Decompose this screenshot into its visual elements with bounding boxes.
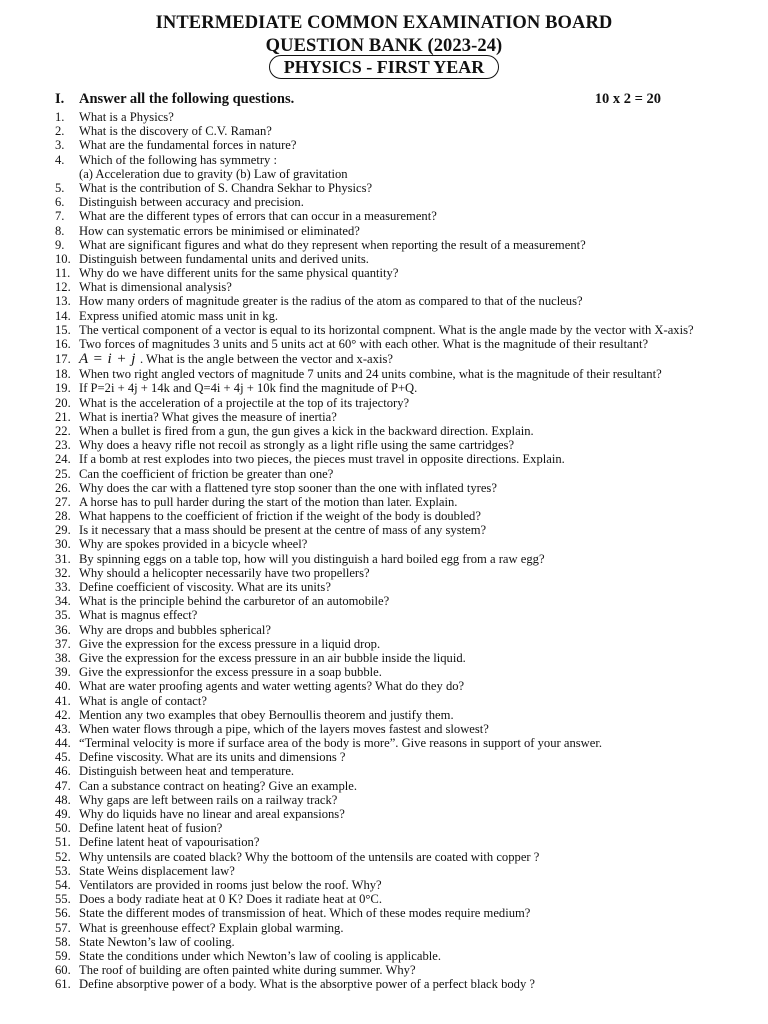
subject-title: PHYSICS - FIRST YEAR <box>269 55 500 79</box>
question-number: 25. <box>55 466 71 481</box>
question-item <box>55 181 745 195</box>
question-text: “Terminal velocity is more if surface area of the body is more”. Give reasons in support of your answer. <box>79 736 602 751</box>
question-item <box>55 424 745 438</box>
question-number: 61. <box>55 977 71 992</box>
question-number: 10. <box>55 251 71 266</box>
question-text: When water flows through a pipe, which of the layers moves fastest and slowest? <box>79 721 489 736</box>
question-item <box>55 410 745 424</box>
question-item <box>55 594 745 608</box>
question-number: 44. <box>55 736 71 751</box>
question-number: 9. <box>55 237 65 252</box>
question-item <box>55 580 745 594</box>
question-text: What is the principle behind the carburetor of an automobile? <box>79 594 390 609</box>
question-text: A horse has to pull harder during the start of the motion than later. Explain. <box>79 494 458 509</box>
question-text: Which of the following has symmetry : <box>79 152 277 167</box>
question-text: Distinguish between fundamental units and derived units. <box>79 251 369 266</box>
question-number: 17. <box>55 352 71 367</box>
question-text: Why are spokes provided in a bicycle wheel? <box>79 537 308 552</box>
question-item <box>55 935 745 949</box>
question-item <box>55 138 745 152</box>
question-text: The roof of building are often painted white during summer. Why? <box>79 963 416 978</box>
question-text: State the conditions under which Newton’s law of cooling is applicable. <box>79 948 441 963</box>
question-item <box>55 793 745 807</box>
question-item <box>55 764 745 778</box>
question-number: 39. <box>55 665 71 680</box>
question-number: 22. <box>55 423 71 438</box>
question-number: 57. <box>55 920 71 935</box>
question-text: Give the expression for the excess pressure in an air bubble inside the liquid. <box>79 650 466 665</box>
question-text: What is angle of contact? <box>79 693 207 708</box>
question-number: 1. <box>55 110 65 124</box>
question-number: 14. <box>55 308 71 323</box>
question-text: Ventilators are provided in rooms just below the roof. Why? <box>79 877 382 892</box>
question-number: 51. <box>55 835 71 850</box>
question-text-tail: . What is the angle between the vector and x-axis? <box>139 352 393 367</box>
question-item <box>55 694 745 708</box>
question-number: 11. <box>55 266 71 281</box>
question-number: 30. <box>55 537 71 552</box>
question-text: How many orders of magnitude greater is the radius of the atom as compared to that of the nucleus? <box>79 294 583 309</box>
question-number: 60. <box>55 963 71 978</box>
question-item <box>55 452 745 466</box>
question-bank-title: QUESTION BANK (2023-24) <box>265 36 503 56</box>
question-text: Why gaps are left between rails on a railway track? <box>79 792 338 807</box>
section-instruction: Answer all the following questions. <box>79 91 295 107</box>
question-item <box>55 294 745 308</box>
question-item <box>55 651 745 665</box>
question-text: What is dimensional analysis? <box>79 280 232 295</box>
question-number: 19. <box>55 381 71 396</box>
question-text: What are significant figures and what do they represent when reporting the result of a measurement? <box>79 237 586 252</box>
question-number: 49. <box>55 807 71 821</box>
question-text: State Newton’s law of cooling. <box>79 934 235 949</box>
question-text: When a bullet is fired from a gun, the gun gives a kick in the backward direction. Explain. <box>79 423 534 438</box>
question-text: Why should a helicopter necessarily have two propellers? <box>79 565 370 580</box>
question-item <box>55 736 745 750</box>
question-text: Define latent heat of vapourisation? <box>79 835 260 850</box>
question-item <box>55 438 745 452</box>
question-item <box>55 367 745 381</box>
question-item <box>55 238 745 252</box>
question-item <box>55 337 745 351</box>
question-number: 4. <box>55 152 65 167</box>
question-number: 48. <box>55 792 71 807</box>
question-item <box>55 807 745 821</box>
question-text: What is the discovery of C.V. Raman? <box>79 124 272 139</box>
question-item <box>55 537 745 551</box>
question-text: Why do we have different units for the same physical quantity? <box>79 266 399 281</box>
question-text: What are the fundamental forces in nature? <box>79 138 297 153</box>
question-item <box>55 750 745 764</box>
question-number: 18. <box>55 367 71 382</box>
question-number: 42. <box>55 707 71 722</box>
question-number: 56. <box>55 906 71 921</box>
question-number: 28. <box>55 509 71 524</box>
question-item <box>55 110 745 124</box>
question-number: 29. <box>55 523 71 538</box>
question-item <box>55 679 745 693</box>
question-text: What is greenhouse effect? Explain global warming. <box>79 920 344 935</box>
question-number: 35. <box>55 608 71 623</box>
question-text: Can a substance contract on heating? Give an example. <box>79 778 358 793</box>
question-item <box>55 209 745 223</box>
question-item <box>55 266 745 280</box>
question-number: 50. <box>55 821 71 836</box>
question-number: 21. <box>55 409 71 424</box>
question-number: 33. <box>55 580 71 594</box>
question-number: 55. <box>55 892 71 907</box>
question-item <box>55 467 745 481</box>
question-text: State the different modes of transmission of heat. Which of these modes require medium? <box>79 906 531 921</box>
question-text: What is magnus effect? <box>79 608 198 623</box>
question-item <box>55 665 745 679</box>
question-number: 47. <box>55 778 71 793</box>
question-text: What is inertia? What gives the measure of inertia? <box>79 409 337 424</box>
question-item <box>55 323 745 337</box>
question-item <box>55 708 745 722</box>
question-item <box>55 280 745 294</box>
question-item <box>55 224 745 238</box>
question-item <box>55 821 745 835</box>
question-number: 5. <box>55 180 65 195</box>
question-text: The vertical component of a vector is equal to its horizontal compnent. What is the angle made by the vector with X-axis? <box>79 322 694 337</box>
question-number: 40. <box>55 679 71 694</box>
question-item <box>55 252 745 266</box>
question-text: Give the expressionfor the excess pressure in a soap bubble. <box>79 665 382 680</box>
question-text: (a) Acceleration due to gravity (b) Law of gravitation <box>79 166 348 181</box>
question-item <box>55 878 745 892</box>
question-text <box>79 351 393 367</box>
section-number: I. <box>55 91 65 107</box>
question-text: What is a Physics? <box>79 110 174 124</box>
question-text: Give the expression for the excess pressure in a liquid drop. <box>79 636 381 651</box>
question-number: 46. <box>55 764 71 779</box>
question-text: Why do liquids have no linear and areal expansions? <box>79 807 345 821</box>
question-item <box>55 921 745 935</box>
question-number: 34. <box>55 594 71 609</box>
question-item <box>55 608 745 622</box>
question-number: 32. <box>55 565 71 580</box>
question-number: 24. <box>55 452 71 467</box>
question-number: 53. <box>55 863 71 878</box>
question-item <box>55 495 745 509</box>
question-item <box>55 552 745 566</box>
question-text: Distinguish between accuracy and precision. <box>79 195 304 210</box>
question-text: Why does a heavy rifle not recoil as strongly as a light rifle using the same cartridges? <box>79 438 515 453</box>
question-number: 15. <box>55 322 71 337</box>
section-heading <box>55 90 675 108</box>
question-text: Define viscosity. What are its units and dimensions ? <box>79 750 346 765</box>
question-item <box>55 864 745 878</box>
question-item <box>55 637 745 651</box>
question-number: 23. <box>55 438 71 453</box>
question-number: 43. <box>55 721 71 736</box>
question-item <box>55 835 745 849</box>
question-number: 37. <box>55 636 71 651</box>
question-text: If a bomb at rest explodes into two pieces, the pieces must travel in opposite directions. Explain. <box>79 452 565 467</box>
question-item <box>55 124 745 138</box>
question-text: Distinguish between heat and temperature. <box>79 764 295 779</box>
question-text: When two right angled vectors of magnitude 7 units and 24 units combine, what is the magnitude of their resultant? <box>79 367 662 382</box>
question-text: What is the acceleration of a projectile at the top of its trajectory? <box>79 395 410 410</box>
subject-banner <box>0 55 768 79</box>
board-title: INTERMEDIATE COMMON EXAMINATION BOARD <box>155 13 613 33</box>
question-list <box>55 110 745 991</box>
question-number: 26. <box>55 480 71 495</box>
question-text: What happens to the coefficient of friction if the weight of the body is doubled? <box>79 509 481 524</box>
question-text: If P=2i + 4j + 14k and Q=4i + 4j + 10k find the magnitude of P+Q. <box>79 381 418 396</box>
question-text: Can the coefficient of friction be greater than one? <box>79 466 334 481</box>
question-number: 36. <box>55 622 71 637</box>
question-item <box>55 906 745 920</box>
question-number: 12. <box>55 280 71 295</box>
question-item <box>55 381 745 395</box>
question-item <box>55 351 745 367</box>
question-item <box>55 623 745 637</box>
question-number: 6. <box>55 195 65 210</box>
question-item <box>55 481 745 495</box>
question-text: What are the different types of errors that can occur in a measurement? <box>79 209 437 224</box>
question-option-line <box>55 167 745 181</box>
vector-formula: A = i + j <box>79 351 136 368</box>
question-text: Does a body radiate heat at 0 K? Does it radiate heat at 0°C. <box>79 892 382 907</box>
question-item <box>55 722 745 736</box>
question-number: 58. <box>55 934 71 949</box>
question-text: Two forces of magnitudes 3 units and 5 units act at 60° with each other. What is the magnitude of their resultant? <box>79 337 649 351</box>
question-text: Define latent heat of fusion? <box>79 821 223 836</box>
question-number: 16. <box>55 337 71 351</box>
question-item <box>55 892 745 906</box>
question-number: 3. <box>55 138 65 153</box>
question-item <box>55 779 745 793</box>
question-number: 20. <box>55 395 71 410</box>
question-text: By spinning eggs on a table top, how will you distinguish a hard boiled egg from a raw egg? <box>79 551 545 566</box>
question-text: Why untensils are coated black? Why the bottoom of the untensils are coated with copper ? <box>79 849 540 864</box>
question-text: What are water proofing agents and water wetting agents? What do they do? <box>79 679 465 694</box>
question-number: 27. <box>55 494 71 509</box>
question-text: How can systematic errors be minimised or eliminated? <box>79 223 360 238</box>
question-text: Define absorptive power of a body. What is the absorptive power of a perfect black body ? <box>79 977 536 992</box>
question-number: 2. <box>55 124 65 139</box>
question-number: 59. <box>55 948 71 963</box>
question-number: 45. <box>55 750 71 765</box>
question-text: Express unified atomic mass unit in kg. <box>79 308 279 323</box>
question-item <box>55 977 745 991</box>
question-number: 41. <box>55 693 71 708</box>
question-number: 38. <box>55 650 71 665</box>
question-text: Is it necessary that a mass should be present at the centre of mass of any system? <box>79 523 487 538</box>
question-text: Why does the car with a flattened tyre stop sooner than the one with inflated tyres? <box>79 480 497 495</box>
question-number: 31. <box>55 551 71 566</box>
question-item <box>55 566 745 580</box>
question-text: What is the contribution of S. Chandra Sekhar to Physics? <box>79 180 373 195</box>
question-item <box>55 963 745 977</box>
question-item <box>55 509 745 523</box>
question-item <box>55 153 745 167</box>
section-marks: 10 x 2 = 20 <box>594 91 661 107</box>
question-text: State Weins displacement law? <box>79 863 235 878</box>
question-number: 7. <box>55 209 65 224</box>
question-item <box>55 309 745 323</box>
question-text: Mention any two examples that obey Bernoullis theorem and justify them. <box>79 707 454 722</box>
question-text: Why are drops and bubbles spherical? <box>79 622 271 637</box>
question-item <box>55 195 745 209</box>
question-item <box>55 396 745 410</box>
question-number: 13. <box>55 294 71 309</box>
question-item <box>55 949 745 963</box>
question-number: 54. <box>55 877 71 892</box>
question-item <box>55 523 745 537</box>
question-number: 52. <box>55 849 71 864</box>
question-item <box>55 850 745 864</box>
question-number: 8. <box>55 223 65 238</box>
question-text: Define coefficient of viscosity. What are its units? <box>79 580 331 594</box>
